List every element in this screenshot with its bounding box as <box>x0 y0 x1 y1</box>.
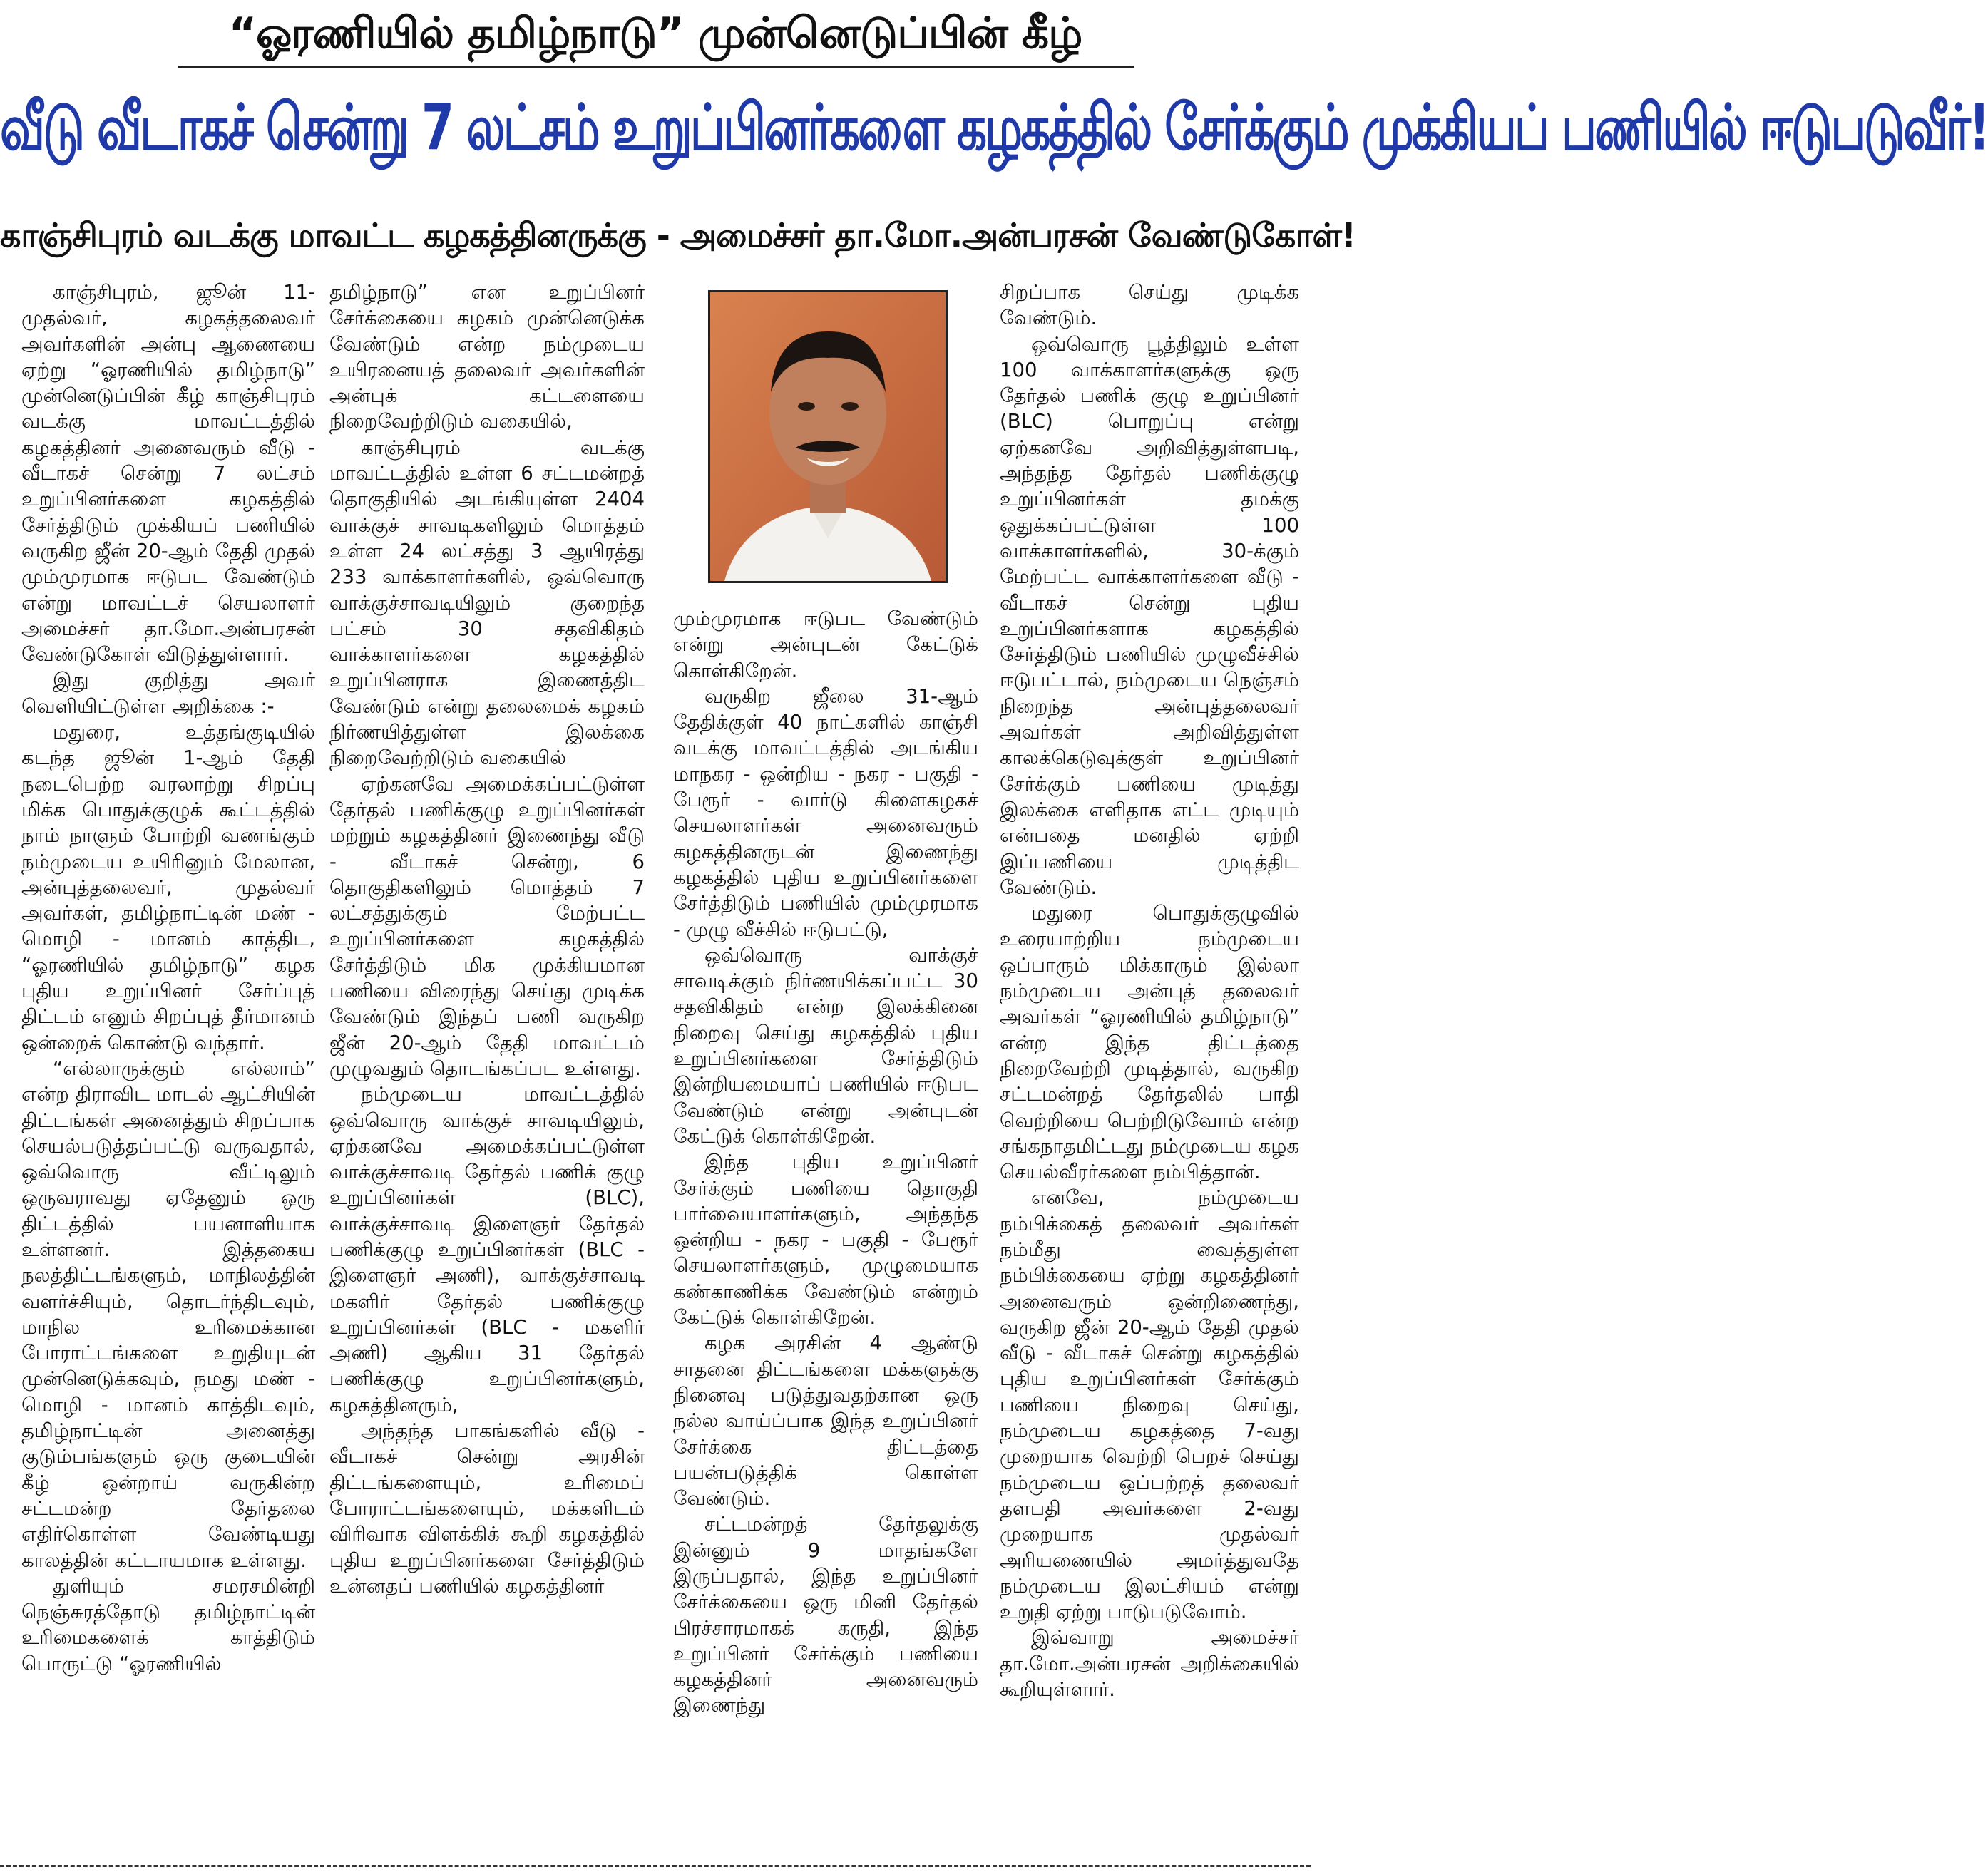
paragraph: இது குறித்து அவர் வெளியிட்டுள்ள அறிக்கை :- <box>21 669 315 718</box>
kicker-title: “ஓரணியில் தமிழ்நாடு” முன்னெடுப்பின் கீழ் <box>228 9 1082 58</box>
column-3 <box>673 606 978 1862</box>
paragraph: வருகிற ஜீலை 31-ஆம் தேதிக்குள் 40 நாட்களில் காஞ்சி வடக்கு மாவட்டத்தில் அடங்கிய மாநகர - ஒன்றிய - நகர - பகுதி - பேரூர் - வார்டு கிளைகழகச் செயலாளர்கள் அனைவரும் கழகத்தினருடன் இணைந்து கழகத்தில் புதிய உறுப்பினர்களை சேர்த்திடும் பணியில் மும்முரமாக - முழு வீச்சில் ஈடுபட்டு, <box>673 684 978 941</box>
column-4 <box>1000 279 1299 1862</box>
paragraph: “எல்லாருக்கும் எல்லாம்” என்ற திராவிட மாடல் ஆட்சியின் திட்டங்கள் அனைத்தும் சிறப்பாக செயல்படுத்தப்பட்டு வருவதால், ஒவ்வொரு வீட்டிலும் ஒருவராவது ஏதேனும் ஒரு திட்டத்தில் பயனாளியாக உள்ளனர். இத்தகைய நலத்திட்டங்களும், மாநிலத்தின் வளர்ச்சியும், தொடர்ந்திடவும், மாநில உரிமைக்கான போராட்டங்களை உறுதியுடன் முன்னெடுக்கவும், நமது மண் - மொழி - மானம் காத்திடவும், தமிழ்நாட்டின் அனைத்து குடும்பங்களும் ஒரு குடையின் கீழ் ஒன்றாய் வருகின்ற சட்டமன்ற தேர்தலை எதிர்கொள்ள வேண்டியது காலத்தின் கட்டாயமாக உள்ளது. <box>21 1056 315 1572</box>
paragraph: இந்த புதிய உறுப்பினர் சேர்க்கும் பணியை தொகுதி பார்வையாளர்களும், அந்தந்த ஒன்றிய - நகர - பகுதி - பேரூர் செயலாளர்களும், முழுமையாக கண்காணிக்க வேண்டும் என்றும் கேட்டுக் கொள்கிறேன். <box>673 1151 978 1330</box>
column-1 <box>21 279 315 1862</box>
paragraph: மதுரை பொதுக்குழுவில் உரையாற்றிய நம்முடைய ஒப்பாரும் மிக்காரும் இல்லா நம்முடைய அன்புத் தலைவர் அவர்கள் “ஓரணியில் தமிழ்நாடு” என்ற இந்த திட்டத்தை நிறைவேற்றி முடித்தால், வருகிற சட்டமன்றத் தேர்தலில் பாதி வெற்றியை பெற்றிடுவோம் என்ற சங்கநாதமிட்டது நம்முடைய கழக செயல்வீரர்களை நம்பித்தான். <box>1000 902 1299 1184</box>
paragraph: ஒவ்வொரு வாக்குச் சாவடிக்கும் நிர்ணயிக்கப்பட்ட 30 சதவிகிதம் என்ற இலக்கினை நிறைவு செய்து கழகத்தில் புதிய உறுப்பினர்களை சேர்த்திடும் இன்றியமையாப் பணியில் ஈடுபட வேண்டும் என்று அன்புடன் கேட்டுக் கொள்கிறேன். <box>673 943 978 1148</box>
paragraph: சட்டமன்றத் தேர்தலுக்கு இன்னும் 9 மாதங்களே இருப்பதால், இந்த உறுப்பினர் சேர்க்கையை ஒரு மினி தேர்தல் பிரச்சாரமாகக் கருதி, இந்த உறுப்பினர் சேர்க்கும் பணியை கழகத்தினர் அனைவரும் இணைந்து <box>673 1513 978 1717</box>
headline: வீடு வீடாகச் சென்று 7 லட்சம் உறுப்பினர்களை கழகத்தில் சேர்க்கும் முக்கியப் பணியில் ஈடுபடுவீர்! <box>0 91 1988 165</box>
bottom-divider <box>0 1865 1311 1867</box>
paragraph: காஞ்சிபுரம், ஜூன் 11- முதல்வர், கழகத்தலைவர் அவர்களின் அன்பு ஆணையை ஏற்று “ஓரணியில் தமிழ்நாடு” முன்னெடுப்பின் கீழ் காஞ்சிபுரம் வடக்கு மாவட்டத்தில் கழகத்தினர் அனைவரும் வீடு - வீடாகச் சென்று 7 லட்சம் உறுப்பினர்களை கழகத்தில் சேர்த்திடும் முக்கியப் பணியில் வருகிற ஜீன் 20-ஆம் தேதி முதல் மும்முரமாக ஈடுபட வேண்டும் என்று மாவட்டச் செயலாளர் அமைச்சர் தா.மோ.அன்பரசன் வேண்டுகோள் விடுத்துள்ளார். <box>21 281 315 667</box>
paragraph: ஏற்கனவே அமைக்கப்பட்டுள்ள தேர்தல் பணிக்குழு உறுப்பினர்கள் மற்றும் கழகத்தினர் இணைந்து வீடு - வீடாகச் சென்று, 6 தொகுதிகளிலும் மொத்தம் 7 லட்சத்துக்கும் மேற்பட்ட உறுப்பினர்களை கழகத்தில் சேர்த்திடும் மிக முக்கியமான பணியை விரைந்து செய்து முடிக்க வேண்டும் இந்தப் பணி வருகிற ஜீன் 20-ஆம் தேதி மாவட்டம் முழுவதும் தொடங்கப்பட உள்ளது. <box>329 772 645 1080</box>
column-2 <box>329 279 645 1862</box>
paragraph: துளியும் சமரசமின்றி நெஞ்சுரத்தோடு தமிழ்நாட்டின் உரிமைகளைக் காத்திடும் பொருட்டு “ஓரணியில் <box>21 1574 315 1675</box>
paragraph: அந்தந்த பாகங்களில் வீடு - வீடாகச் சென்று அரசின் திட்டங்களையும், உரிமைப் போராட்டங்களையும், மக்களிடம் விரிவாக விளக்கிக் கூறி கழகத்தில் புதிய உறுப்பினர்களை சேர்த்திடும் உன்னதப் பணியில் கழகத்தினர் <box>329 1419 645 1598</box>
paragraph: மும்முரமாக ஈடுபட வேண்டும் என்று அன்புடன் கேட்டுக் கொள்கிறேன். <box>673 607 978 682</box>
minister-photo <box>708 290 948 583</box>
paragraph: ஒவ்வொரு பூத்திலும் உள்ள 100 வாக்காளர்களுக்கு ஒரு தேர்தல் பணிக் குழு உறுப்பினர் (BLC) பொறுப்பு என்று ஏற்கனவே அறிவித்துள்ளபடி, அந்தந்த தேர்தல் பணிக்குழு உறுப்பினர்கள் தமக்கு ஒதுக்கப்பட்டுள்ள 100 வாக்காளர்களில், 30-க்கும் மேற்பட்ட வாக்காளர்களை வீடு - வீடாகச் சென்று புதிய உறுப்பினர்களாக கழகத்தில் சேர்த்திடும் பணியில் முழுவீச்சில் ஈடுபட்டால், நம்முடைய நெஞ்சம் நிறைந்த அன்புத்தலைவர் அவர்கள் அறிவித்துள்ள காலக்கெடுவுக்குள் உறுப்பினர் சேர்க்கும் பணியை முடித்து இலக்கை எளிதாக எட்ட முடியும் என்பதை மனதில் ஏற்றி இப்பணியை முடித்திட வேண்டும். <box>1000 332 1299 899</box>
subheadline: காஞ்சிபுரம் வடக்கு மாவட்ட கழகத்தினருக்கு - அமைச்சர் தா.மோ.அன்பரசன் வேண்டுகோள்! <box>0 216 1356 254</box>
paragraph: காஞ்சிபுரம் வடக்கு மாவட்டத்தில் உள்ள 6 சட்டமன்றத் தொகுதியில் அடங்கியுள்ள 2404 வாக்குச் சாவடிகளிலும் மொத்தம் உள்ள 24 லட்சத்து 3 ஆயிரத்து 233 வாக்காளர்களில், ஒவ்வொரு வாக்குச்சாவடியிலும் குறைந்த பட்சம் 30 சதவிகிதம் வாக்காளர்களை கழகத்தில் உறுப்பினராக இணைத்திட வேண்டும் என்று தலைமைக் கழகம் நிர்ணயித்துள்ள இலக்கை நிறைவேற்றிடும் வகையில் <box>329 436 645 770</box>
portrait-image <box>710 292 946 581</box>
paragraph: தமிழ்நாடு” என உறுப்பினர் சேர்க்கையை கழகம் முன்னெடுக்க வேண்டும் என்ற நம்முடைய உயிரனையத் தலைவர் அவர்களின் அன்புக் கட்டளையை நிறைவேற்றிடும் வகையில், <box>329 281 645 433</box>
paragraph: எனவே, நம்முடைய நம்பிக்கைத் தலைவர் அவர்கள் நம்மீது வைத்துள்ள நம்பிக்கையை ஏற்று கழகத்தினர் அனைவரும் ஒன்றிணைந்து, வருகிற ஜீன் 20-ஆம் தேதி முதல் வீடு - வீடாகச் சென்று கழகத்தில் புதிய உறுப்பினர்கள் சேர்க்கும் பணியை நிறைவு செய்து, நம்முடைய கழகத்தை 7-வது முறையாக வெற்றி பெறச் செய்து நம்முடைய ஒப்பற்றத் தலைவர் தளபதி அவர்களை 2-வது முறையாக முதல்வர் அரியணையில் அமர்த்துவதே நம்முடைய இலட்சியம் என்று உறுதி ஏற்று பாடுபடுவோம். <box>1000 1186 1299 1624</box>
paragraph: கழக அரசின் 4 ஆண்டு சாதனை திட்டங்களை மக்களுக்கு நினைவு படுத்துவதற்கான ஒரு நல்ல வாய்ப்பாக இந்த உறுப்பினர் சேர்க்கை திட்டத்தை பயன்படுத்திக் கொள்ள வேண்டும். <box>673 1332 978 1511</box>
paragraph: சிறப்பாக செய்து முடிக்க வேண்டும். <box>1000 281 1299 330</box>
paragraph: நம்முடைய மாவட்டத்தில் ஒவ்வொரு வாக்குச் சாவடியிலும், ஏற்கனவே அமைக்கப்பட்டுள்ள வாக்குச்சாவடி தேர்தல் பணிக் குழு உறுப்பினர்கள் (BLC), வாக்குச்சாவடி இளைஞர் தேர்தல் பணிக்குழு உறுப்பினர்கள் (BLC - இளைஞர் அணி), வாக்குச்சாவடி மகளிர் தேர்தல் பணிக்குழு உறுப்பினர்கள் (BLC - மகளிர் அணி) ஆகிய 31 தேர்தல் பணிக்குழு உறுப்பினர்களும், கழகத்தினரும், <box>329 1083 645 1416</box>
paragraph: இவ்வாறு அமைச்சர் தா.மோ.அன்பரசன் அறிக்கையில் கூறியுள்ளார். <box>1000 1626 1299 1702</box>
paragraph: மதுரை, உத்தங்குடியில் கடந்த ஜூன் 1-ஆம் தேதி நடைபெற்ற வரலாற்று சிறப்பு மிக்க பொதுக்குழுக் கூட்டத்தில் நாம் நாளும் போற்றி வணங்கும் நம்முடைய உயிரினும் மேலான, அன்புத்தலைவர், முதல்வர் அவர்கள், தமிழ்நாட்டின் மண் - மொழி - மானம் காத்திட, “ஓரணியில் தமிழ்நாடு” கழக புதிய உறுப்பினர் சேர்ப்புத் திட்டம் எனும் சிறப்புத் தீர்மானம் ஒன்றைக் கொண்டு வந்தார். <box>21 721 315 1054</box>
